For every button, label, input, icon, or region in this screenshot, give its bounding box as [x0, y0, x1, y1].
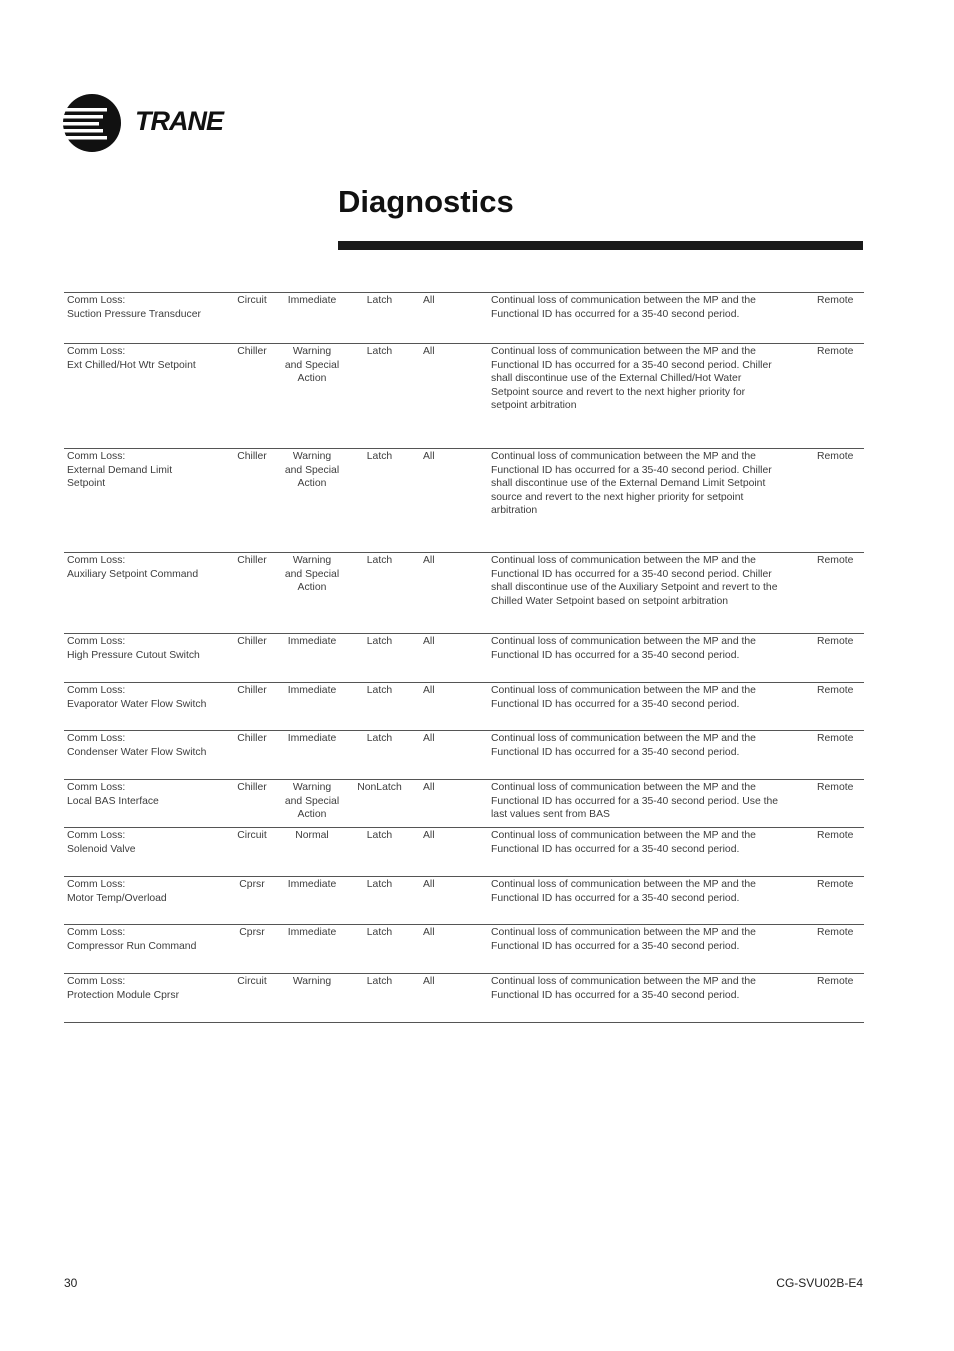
severity — [272, 925, 352, 974]
persistence — [352, 344, 407, 449]
diagnostic-name — [64, 683, 232, 731]
diagnostic-name-line: Suction Pressure Transducer — [67, 308, 201, 320]
affects-target — [232, 449, 272, 553]
severity-line: and Special — [284, 359, 340, 371]
criteria-description — [482, 780, 813, 828]
diagnostics-table — [64, 292, 864, 1023]
severity — [272, 780, 352, 828]
diagnostic-name — [64, 449, 232, 553]
brand-wordmark: TRANE — [135, 106, 223, 136]
diagnostic-name-line: Comm Loss: — [67, 879, 126, 890]
diagnostic-name — [64, 293, 232, 344]
severity — [272, 974, 352, 1023]
persistence — [352, 293, 407, 344]
reset-level-line: Remote — [817, 879, 854, 890]
persistence — [352, 780, 407, 828]
table-row — [64, 634, 864, 683]
active-modes — [407, 634, 482, 683]
severity — [272, 634, 352, 683]
persistence — [352, 925, 407, 974]
document-code: CG-SVU02B-E4 — [776, 1276, 863, 1290]
active-modes-line: All — [423, 636, 435, 647]
reset-level — [813, 974, 864, 1023]
persistence — [352, 449, 407, 553]
affects-target-line: Chiller — [237, 346, 267, 357]
severity-line: Warning — [292, 451, 332, 462]
reset-level-line: Remote — [817, 976, 854, 987]
criteria-description-line: Continual loss of communication between the MP and the — [491, 295, 756, 306]
diagnostic-name-line: Local BAS Interface — [67, 795, 159, 807]
diagnostic-name-line: Comm Loss: — [67, 295, 126, 306]
criteria-description-line: Continual loss of communication between the MP and the — [491, 685, 756, 696]
diagnostic-name-line: High Pressure Cutout Switch — [67, 649, 200, 661]
persistence — [352, 553, 407, 634]
affects-target — [232, 877, 272, 925]
criteria-description-line: shall discontinue use of the External Demand Limit Setpoint — [491, 478, 766, 490]
reset-level — [813, 344, 864, 449]
diagnostic-name-line: Comm Loss: — [67, 733, 126, 744]
diagnostic-name-line: External Demand Limit — [67, 464, 173, 476]
affects-target-line: Cprsr — [239, 879, 265, 890]
active-modes-line: All — [423, 451, 435, 462]
criteria-description-line: Continual loss of communication between the MP and the — [491, 782, 756, 793]
active-modes — [407, 731, 482, 780]
table-row — [64, 877, 864, 925]
diagnostic-name — [64, 877, 232, 925]
criteria-description-line: shall discontinue use of the Auxiliary Setpoint and revert to the — [491, 582, 778, 594]
table-row — [64, 553, 864, 634]
affects-target-line: Chiller — [237, 636, 267, 647]
affects-target — [232, 344, 272, 449]
persistence — [352, 731, 407, 780]
persistence — [352, 828, 407, 877]
reset-level-line: Remote — [817, 555, 854, 566]
persistence-line: Latch — [366, 451, 393, 462]
criteria-description-line: arbitration — [491, 505, 538, 517]
active-modes — [407, 974, 482, 1023]
criteria-description-line: Functional ID has occurred for a 35-40 second period. Chiller — [491, 464, 772, 476]
criteria-description-line: Continual loss of communication between the MP and the — [491, 927, 756, 938]
severity-line: Warning — [292, 976, 332, 987]
active-modes — [407, 553, 482, 634]
diagnostic-name-line: Comm Loss: — [67, 927, 126, 938]
table-row — [64, 780, 864, 828]
diagnostic-name-line: Comm Loss: — [67, 685, 126, 696]
affects-target-line: Circuit — [237, 295, 267, 306]
reset-level-line: Remote — [817, 295, 854, 306]
severity — [272, 731, 352, 780]
criteria-description-line: Functional ID has occurred for a 35-40 second period. — [491, 746, 740, 758]
criteria-description-line: Functional ID has occurred for a 35-40 second period. — [491, 940, 740, 952]
persistence — [352, 634, 407, 683]
reset-level — [813, 925, 864, 974]
criteria-description — [482, 828, 813, 877]
persistence-line: Latch — [366, 346, 393, 357]
diagnostic-name — [64, 344, 232, 449]
criteria-description-line: Continual loss of communication between the MP and the — [491, 733, 756, 744]
reset-level-line: Remote — [817, 636, 854, 647]
affects-target — [232, 925, 272, 974]
diagnostic-name-line: Comm Loss: — [67, 636, 126, 647]
criteria-description-line: Continual loss of communication between the MP and the — [491, 636, 756, 647]
active-modes-line: All — [423, 555, 435, 566]
persistence-line: Latch — [366, 879, 393, 890]
affects-target-line: Chiller — [237, 733, 267, 744]
table-row — [64, 731, 864, 780]
affects-target-line: Cprsr — [239, 927, 265, 938]
criteria-description-line: shall discontinue use of the External Chilled/Hot Water — [491, 373, 742, 385]
diagnostic-name-line: Evaporator Water Flow Switch — [67, 698, 207, 710]
reset-level — [813, 828, 864, 877]
diagnostic-name-line: Comm Loss: — [67, 976, 126, 987]
affects-target — [232, 634, 272, 683]
criteria-description — [482, 731, 813, 780]
criteria-description-line: Functional ID has occurred for a 35-40 second period. — [491, 698, 740, 710]
affects-target — [232, 828, 272, 877]
page-number: 30 — [64, 1276, 78, 1290]
persistence-line: Latch — [366, 295, 393, 306]
diagnostic-name — [64, 731, 232, 780]
affects-target — [232, 780, 272, 828]
criteria-description-line: Continual loss of communication between the MP and the — [491, 976, 756, 987]
criteria-description-line: Functional ID has occurred for a 35-40 second period. Chiller — [491, 359, 772, 371]
diagnostic-name — [64, 828, 232, 877]
criteria-description-line: source and revert to the next higher priority for setpoint — [491, 491, 744, 503]
severity-line: Action — [297, 582, 327, 594]
severity — [272, 293, 352, 344]
affects-target-line: Chiller — [237, 782, 267, 793]
criteria-description — [482, 683, 813, 731]
table-row — [64, 925, 864, 974]
diagnostics-table-body — [64, 293, 864, 1023]
persistence-line: Latch — [366, 927, 393, 938]
criteria-description-line: Functional ID has occurred for a 35-40 second period. — [491, 649, 740, 661]
severity-line: Immediate — [287, 927, 337, 938]
reset-level-line: Remote — [817, 451, 854, 462]
active-modes-line: All — [423, 733, 435, 744]
severity-line: Immediate — [287, 733, 337, 744]
persistence-line: Latch — [366, 830, 393, 841]
criteria-description — [482, 293, 813, 344]
criteria-description-line: Continual loss of communication between the MP and the — [491, 346, 756, 357]
severity-line: Immediate — [287, 636, 337, 647]
persistence-line: Latch — [366, 555, 393, 566]
active-modes-line: All — [423, 976, 435, 987]
affects-target — [232, 293, 272, 344]
severity — [272, 683, 352, 731]
severity-line: Normal — [295, 830, 329, 841]
active-modes — [407, 344, 482, 449]
diagnostic-name-line: Auxiliary Setpoint Command — [67, 568, 199, 580]
severity — [272, 877, 352, 925]
persistence-line: Latch — [366, 733, 393, 744]
active-modes — [407, 683, 482, 731]
criteria-description-line: Continual loss of communication between the MP and the — [491, 555, 756, 566]
affects-target — [232, 683, 272, 731]
reset-level-line: Remote — [817, 782, 854, 793]
affects-target-line: Chiller — [237, 555, 267, 566]
active-modes — [407, 925, 482, 974]
criteria-description-line: Setpoint source and revert to the next higher priority for — [491, 386, 746, 398]
diagnostic-name — [64, 634, 232, 683]
severity — [272, 449, 352, 553]
severity-line: and Special — [284, 464, 340, 476]
reset-level-line: Remote — [817, 346, 854, 357]
criteria-description — [482, 877, 813, 925]
severity-line: Warning — [292, 782, 332, 793]
reset-level — [813, 293, 864, 344]
diagnostic-name — [64, 925, 232, 974]
table-row — [64, 974, 864, 1023]
severity-line: Action — [297, 373, 327, 385]
diagnostic-name-line: Compressor Run Command — [67, 940, 197, 952]
severity-line: Warning — [292, 346, 332, 357]
affects-target-line: Circuit — [237, 976, 267, 987]
severity-line: Warning — [292, 555, 332, 566]
diagnostic-name-line: Comm Loss: — [67, 782, 126, 793]
active-modes-line: All — [423, 879, 435, 890]
table-row — [64, 828, 864, 877]
persistence-line: NonLatch — [357, 782, 402, 793]
criteria-description-line: Continual loss of communication between the MP and the — [491, 879, 756, 890]
criteria-description-line: last values sent from BAS — [491, 809, 610, 821]
active-modes-line: All — [423, 685, 435, 696]
severity-line: Immediate — [287, 295, 337, 306]
criteria-description — [482, 344, 813, 449]
persistence-line: Latch — [366, 685, 393, 696]
diagnostic-name — [64, 553, 232, 634]
severity-line: Immediate — [287, 685, 337, 696]
persistence-line: Latch — [366, 636, 393, 647]
criteria-description-line: Functional ID has occurred for a 35-40 second period. — [491, 308, 740, 320]
affects-target-line: Chiller — [237, 451, 267, 462]
criteria-description-line: Functional ID has occurred for a 35-40 second period. Chiller — [491, 568, 772, 580]
reset-level — [813, 449, 864, 553]
severity-line: Action — [297, 809, 327, 821]
severity — [272, 553, 352, 634]
reset-level-line: Remote — [817, 685, 854, 696]
affects-target — [232, 731, 272, 780]
active-modes-line: All — [423, 782, 435, 793]
persistence — [352, 877, 407, 925]
reset-level-line: Remote — [817, 927, 854, 938]
table-row — [64, 449, 864, 553]
severity — [272, 344, 352, 449]
active-modes-line: All — [423, 927, 435, 938]
active-modes — [407, 877, 482, 925]
reset-level — [813, 634, 864, 683]
criteria-description — [482, 974, 813, 1023]
reset-level-line: Remote — [817, 830, 854, 841]
affects-target — [232, 553, 272, 634]
affects-target-line: Chiller — [237, 685, 267, 696]
page-title: Diagnostics — [338, 184, 514, 219]
diagnostic-name-line: Comm Loss: — [67, 830, 126, 841]
diagnostic-name-line: Comm Loss: — [67, 346, 126, 357]
active-modes — [407, 780, 482, 828]
diagnostic-name-line: Condenser Water Flow Switch — [67, 746, 207, 758]
active-modes — [407, 293, 482, 344]
diagnostic-name — [64, 974, 232, 1023]
diagnostic-name-line: Solenoid Valve — [67, 843, 136, 855]
criteria-description — [482, 553, 813, 634]
criteria-description-line: Functional ID has occurred for a 35-40 second period. — [491, 892, 740, 904]
severity-line: and Special — [284, 795, 340, 807]
criteria-description — [482, 634, 813, 683]
reset-level — [813, 553, 864, 634]
diagnostic-name-line: Protection Module Cprsr — [67, 989, 180, 1001]
active-modes — [407, 828, 482, 877]
severity-line: and Special — [284, 568, 340, 580]
active-modes — [407, 449, 482, 553]
severity-line: Immediate — [287, 879, 337, 890]
persistence — [352, 683, 407, 731]
diagnostic-name — [64, 780, 232, 828]
persistence-line: Latch — [366, 976, 393, 987]
criteria-description-line: setpoint arbitration — [491, 400, 577, 412]
table-row — [64, 683, 864, 731]
active-modes-line: All — [423, 346, 435, 357]
active-modes-line: All — [423, 295, 435, 306]
diagnostic-name-line: Motor Temp/Overload — [67, 892, 167, 904]
criteria-description-line: Continual loss of communication between the MP and the — [491, 451, 756, 462]
criteria-description-line: Functional ID has occurred for a 35-40 second period. — [491, 843, 740, 855]
table-row — [64, 344, 864, 449]
reset-level — [813, 780, 864, 828]
active-modes-line: All — [423, 830, 435, 841]
criteria-description-line: Functional ID has occurred for a 35-40 second period. Use the — [491, 795, 779, 807]
severity-line: Action — [297, 478, 327, 490]
criteria-description — [482, 925, 813, 974]
diagnostic-name-line: Comm Loss: — [67, 555, 126, 566]
affects-target — [232, 974, 272, 1023]
persistence — [352, 974, 407, 1023]
criteria-description-line: Continual loss of communication between the MP and the — [491, 830, 756, 841]
affects-target-line: Circuit — [237, 830, 267, 841]
severity — [272, 828, 352, 877]
reset-level — [813, 731, 864, 780]
reset-level — [813, 877, 864, 925]
reset-level-line: Remote — [817, 733, 854, 744]
diagnostic-name-line: Comm Loss: — [67, 451, 126, 462]
reset-level — [813, 683, 864, 731]
criteria-description — [482, 449, 813, 553]
diagnostic-name-line: Setpoint — [67, 478, 106, 490]
title-rule — [338, 241, 863, 250]
criteria-description-line: Functional ID has occurred for a 35-40 second period. — [491, 989, 740, 1001]
criteria-description-line: Chilled Water Setpoint based on setpoint arbitration — [491, 595, 729, 607]
diagnostic-name-line: Ext Chilled/Hot Wtr Setpoint — [67, 359, 196, 371]
table-row — [64, 293, 864, 344]
